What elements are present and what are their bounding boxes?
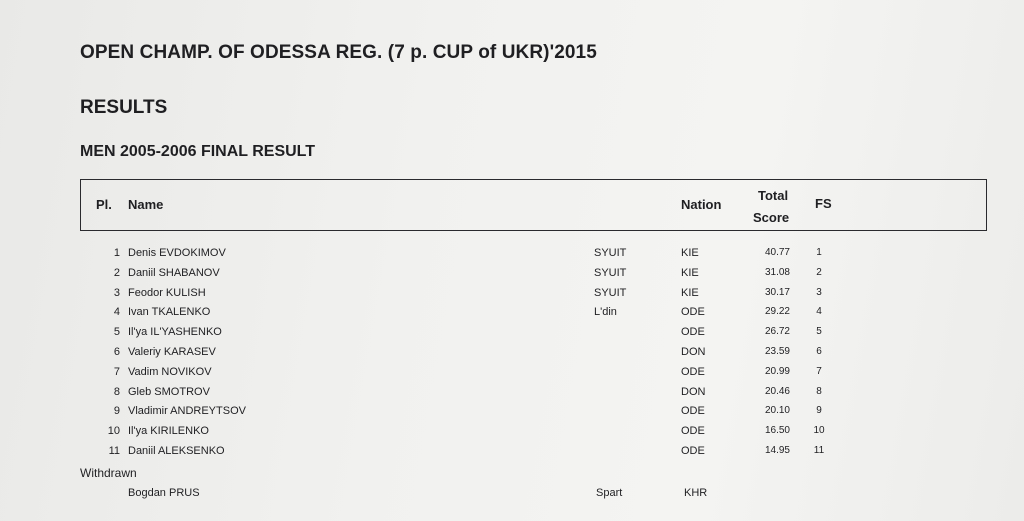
nation-cell: ODE bbox=[681, 425, 705, 438]
total-score-cell: 40.77 bbox=[764, 247, 790, 258]
total-score-cell: 14.95 bbox=[764, 445, 790, 456]
total-score-cell: 20.99 bbox=[764, 365, 790, 377]
total-score-cell: 20.10 bbox=[764, 405, 790, 417]
name-cell: Gleb SMOTROV bbox=[128, 385, 210, 398]
table-row bbox=[0, 287, 1024, 307]
total-score-cell: 30.17 bbox=[764, 286, 790, 298]
nation-cell: ODE bbox=[681, 365, 705, 378]
club-cell: SYUIT bbox=[594, 266, 627, 279]
place-cell: 10 bbox=[107, 425, 120, 438]
nation-cell: KIE bbox=[681, 247, 699, 259]
header-name: Name bbox=[128, 197, 164, 212]
header-nation: Nation bbox=[681, 197, 722, 212]
club-cell: L'din bbox=[594, 306, 617, 319]
withdrawn-club: Spart bbox=[596, 487, 623, 499]
name-cell: Ivan TKALENKO bbox=[128, 306, 211, 319]
fs-cell: 6 bbox=[816, 346, 822, 357]
club-cell: SYUIT bbox=[594, 286, 627, 299]
fs-cell: 9 bbox=[816, 405, 822, 417]
name-cell: Valeriy KARASEV bbox=[128, 346, 216, 358]
withdrawn-nation: KHR bbox=[684, 487, 708, 499]
document-title: OPEN CHAMP. OF ODESSA REG. (7 p. CUP of UKR)'2015 bbox=[80, 42, 597, 63]
header-score: Score bbox=[753, 210, 790, 225]
fs-cell: 8 bbox=[816, 385, 822, 397]
total-score-cell: 29.22 bbox=[764, 306, 790, 318]
header-total: Total bbox=[758, 188, 789, 203]
place-cell: 9 bbox=[113, 405, 120, 418]
place-cell: 2 bbox=[113, 266, 120, 279]
table-row bbox=[0, 346, 1024, 366]
fs-cell: 11 bbox=[813, 445, 825, 456]
section-heading: RESULTS bbox=[80, 97, 168, 118]
table-row bbox=[0, 267, 1024, 287]
nation-cell: ODE bbox=[681, 326, 705, 339]
nation-cell: ODE bbox=[681, 306, 705, 319]
name-cell: Feodor KULISH bbox=[128, 286, 206, 299]
place-cell: 1 bbox=[113, 247, 120, 259]
place-cell: 6 bbox=[113, 346, 120, 358]
total-score-cell: 20.46 bbox=[764, 385, 790, 397]
withdrawn-label: Withdrawn bbox=[80, 466, 137, 480]
table-row bbox=[0, 386, 1024, 406]
table-row bbox=[0, 247, 1024, 267]
nation-cell: KIE bbox=[681, 266, 699, 279]
withdrawn-name: Bogdan PRUS bbox=[128, 487, 200, 499]
table-row bbox=[0, 425, 1024, 445]
name-cell: Vadim NOVIKOV bbox=[128, 365, 212, 378]
fs-cell: 1 bbox=[816, 247, 822, 258]
place-cell: 8 bbox=[113, 385, 120, 398]
table-row bbox=[0, 366, 1024, 386]
table-header-box bbox=[80, 179, 987, 231]
table-row bbox=[0, 445, 1024, 465]
place-cell: 3 bbox=[113, 286, 120, 299]
nation-cell: ODE bbox=[681, 445, 705, 457]
fs-cell: 10 bbox=[813, 425, 825, 437]
fs-cell: 4 bbox=[816, 306, 822, 318]
name-cell: Denis EVDOKIMOV bbox=[128, 247, 226, 259]
total-score-cell: 26.72 bbox=[764, 326, 790, 338]
name-cell: Il'ya IL'YASHENKO bbox=[128, 326, 222, 339]
name-cell: Il'ya KIRILENKO bbox=[128, 425, 209, 438]
name-cell: Vladimir ANDREYTSOV bbox=[128, 405, 246, 418]
place-cell: 11 bbox=[108, 445, 120, 457]
total-score-cell: 31.08 bbox=[764, 266, 790, 278]
nation-cell: KIE bbox=[681, 286, 699, 299]
place-cell: 4 bbox=[113, 306, 120, 319]
nation-cell: ODE bbox=[681, 405, 705, 418]
name-cell: Daniil SHABANOV bbox=[128, 266, 220, 279]
header-pl: Pl. bbox=[96, 197, 112, 212]
fs-cell: 2 bbox=[816, 266, 822, 278]
table-row bbox=[0, 326, 1024, 346]
table-row bbox=[0, 306, 1024, 326]
club-cell: SYUIT bbox=[594, 247, 627, 259]
table-row bbox=[0, 405, 1024, 425]
place-cell: 7 bbox=[113, 365, 120, 378]
place-cell: 5 bbox=[113, 326, 120, 339]
header-fs: FS bbox=[815, 196, 832, 211]
name-cell: Daniil ALEKSENKO bbox=[128, 445, 225, 457]
total-score-cell: 16.50 bbox=[764, 425, 790, 437]
nation-cell: DON bbox=[681, 346, 706, 358]
fs-cell: 3 bbox=[816, 286, 822, 298]
nation-cell: DON bbox=[681, 385, 706, 398]
category-subtitle: MEN 2005-2006 FINAL RESULT bbox=[80, 143, 316, 160]
withdrawn-row bbox=[0, 487, 1024, 507]
fs-cell: 7 bbox=[816, 365, 822, 377]
fs-cell: 5 bbox=[816, 326, 822, 338]
total-score-cell: 23.59 bbox=[764, 346, 790, 357]
